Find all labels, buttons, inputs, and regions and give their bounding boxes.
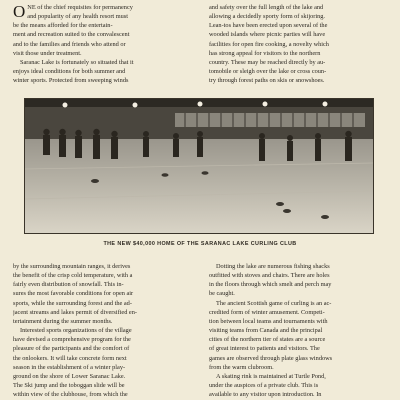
text-line: season in the establishment of a winter play- (13, 363, 126, 371)
text-line: allowing a decidedly sporty form of skijoring. (209, 13, 325, 21)
text-line: sports, while the surrounding forest and the ad- (13, 299, 132, 307)
text-line: games are observed through plate glass windows (209, 354, 333, 362)
text-line: tion between local teams and tournaments with (209, 317, 328, 325)
text-line: Interested sports organizations of the village (20, 327, 132, 335)
text-line: Lean-tos have been erected upon several of the (209, 22, 328, 30)
text-line: the benefit of the crisp cold temperature, with a (13, 272, 133, 280)
text-line: Dotting the lake are numerous fishing shacks (216, 263, 330, 270)
text-line: country. These may be reached directly by au- (209, 58, 326, 66)
text-line: try through forest paths on skis or snowshoes. (209, 77, 325, 85)
text-line: from the warm clubroom. (209, 363, 274, 371)
text-line: NE of the chief requisites for permanency (27, 4, 133, 11)
text-line: and popularity of any health resort must (27, 13, 129, 21)
text-line: available to any visitor upon introduction. In (209, 391, 322, 399)
text-line: tomobile or sleigh over the lake or cross coun- (209, 68, 327, 76)
text-line: of great interest to patients and visitors. The (209, 345, 320, 353)
text-line: Saranac Lake is fortunately so situated that it (20, 58, 134, 66)
text-line: in the floors through which smelt and perch may (209, 281, 332, 289)
text-line: tertainment during the summer months. (13, 317, 113, 325)
text-line: be caught. (209, 290, 235, 298)
drop-cap: O (13, 2, 26, 21)
text-line: jacent streams and lakes permit of diversified en- (13, 308, 137, 316)
text-line: fairly even distribution of snowfall. This in- (13, 281, 124, 289)
text-line: and to the families and friends who attend or (13, 40, 126, 48)
text-line: by the surrounding mountain ranges, it derives (13, 263, 131, 270)
text-line: enjoys ideal conditions for both summer and (13, 68, 126, 76)
text-line: and safety over the full length of the lake and (209, 4, 324, 11)
bottom-right-column (209, 262, 387, 399)
text-line: ground on the shore of Lower Saranac Lake. (13, 372, 126, 380)
text-line: pleasure of the participants and the comfort of (13, 345, 130, 353)
text-line: credited form of winter amusement. Competi- (209, 308, 325, 316)
text-line: The ancient Scottish game of curling is an ac- (216, 299, 332, 307)
top-right-column (209, 3, 387, 85)
text-line: cities of the northern tier of states are a source (209, 336, 326, 344)
text-line: be the means afforded for the entertain- (13, 22, 113, 30)
text-line: under the auspices of a private club. This is (209, 382, 319, 390)
text-line: visiting teams from Canada and the principal (209, 327, 323, 335)
text-line: winter sports. Protected from sweeping winds (13, 77, 129, 85)
text-line: have devised a comprehensive program for the (13, 336, 131, 344)
text-line: has strong appeal for visitors to the northern (209, 49, 321, 57)
text-line: outfitted with stoves and chairs. There are holes (209, 272, 330, 280)
text-line: within view of the clubhouse, from which the (13, 391, 128, 399)
text-line: wooded islands where picnic parties will have (209, 31, 326, 39)
text-line: visit those under treatment. (13, 49, 82, 57)
curling-club-photo (24, 98, 374, 234)
text-line: A skating rink is maintained at Turtle Pond, (216, 372, 326, 380)
text-line: the onlookers. It will take concrete form next (13, 354, 127, 362)
text-line: ment and recreation suited to the convalescent (13, 31, 130, 39)
photo-caption: THE NEW $40,000 HOME OF THE SARANAC LAKE CURLING CLUB (103, 241, 297, 247)
top-left-column (13, 3, 189, 85)
text-line: The Ski jump and the toboggan slide will be (13, 382, 125, 390)
text-line: facilities for open fire cooking, a novelty which (209, 40, 329, 48)
text-line: sures the most favorable conditions for open air (13, 290, 134, 298)
bottom-left-column (13, 262, 189, 399)
